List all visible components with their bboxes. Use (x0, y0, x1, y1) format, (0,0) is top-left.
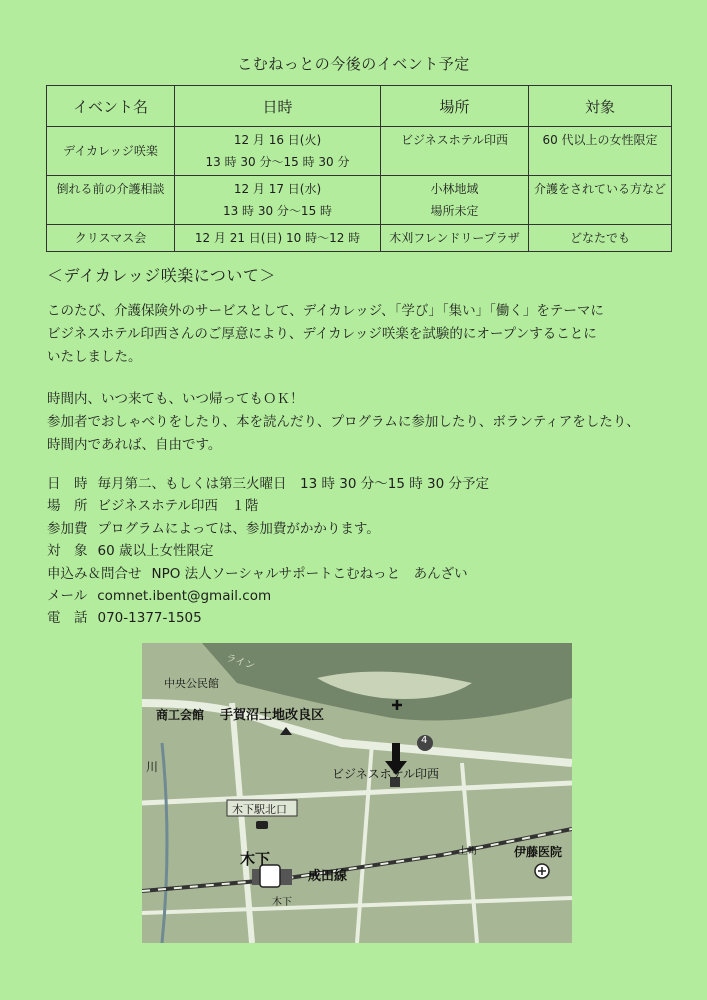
detail-contact (47, 563, 677, 585)
page-title: こむねっとの今後のイベント予定 (237, 55, 470, 73)
map-label-kioroshi-small: 木下 (272, 897, 292, 908)
date-text: 12 月 17 日(水) (233, 182, 322, 196)
detail-target (47, 540, 677, 562)
map-label-kioroshi-north: 木下駅北口 (232, 803, 287, 816)
email-address[interactable]: comnet.ibent@gmail.com (97, 588, 272, 605)
detail-label: 日 時 (47, 476, 88, 492)
map-label-river: 川 (146, 760, 159, 774)
section-heading: ＜デイカレッジ咲楽について＞ (47, 266, 276, 285)
event-schedule-table (46, 85, 672, 252)
header-datetime: 日時 (175, 86, 381, 127)
detail-label: メール (47, 588, 88, 605)
detail-value: 60 歳以上女性限定 (97, 543, 214, 560)
target-text: 60 代以上の女性限定 (542, 133, 658, 147)
detail-value: プログラムによっては、参加費がかかります。 (97, 520, 380, 537)
detail-label: 参加費 (47, 520, 88, 537)
map-label-route: 4 (421, 735, 428, 746)
intro-paragraph (47, 300, 677, 369)
target-cell: どなたでも (529, 225, 672, 252)
detail-value: NPO 法人ソーシャルサポートこむねっと あんざい (151, 565, 468, 582)
event-details (47, 473, 677, 630)
event-name-cell: クリスマス会 (47, 225, 175, 252)
map-label-hotel: ビジネスホテル印西 (332, 767, 440, 781)
map-label-narita-line: 成田線 (308, 869, 348, 884)
detail-label: 対 象 (47, 543, 88, 560)
date-text: 12 月 16 日(火) (233, 133, 322, 147)
detail-email (47, 585, 677, 607)
detail-fee (47, 518, 677, 540)
bus-icon (256, 821, 268, 829)
place-text: 小林地域 (430, 182, 479, 196)
datetime-cell (175, 127, 381, 176)
time-text: 13 時 30 分～15 時 (222, 204, 333, 218)
map-label-tegano: 手賀沼土地改良区 (220, 708, 325, 723)
intro-line: このたび、介護保険外のサービスとして、デイカレッジ、「学び」「集い」「働く」をテーマに (47, 303, 604, 319)
header-event-name: イベント名 (47, 86, 175, 127)
detail-label: 申込み＆問合せ (47, 565, 142, 582)
map-label-kominkan: 中央公民館 (164, 677, 219, 690)
table-header-row (47, 86, 672, 127)
detail-value: ビジネスホテル印西 １階 (97, 498, 259, 515)
map-label-kioroshi: 木下 (240, 850, 271, 868)
free-line: 参加者でおしゃべりをしたり、本を読んだり、プログラムに参加したり、ボランティアをしたり、 (47, 414, 640, 430)
header-target: 対象 (529, 86, 672, 127)
detail-label: 電 話 (47, 610, 88, 627)
map-label-ito-clinic: 伊藤医院 (514, 845, 563, 859)
event-name-cell: デイカレッジ咲楽 (47, 127, 175, 176)
intro-line: いたしました。 (47, 349, 142, 365)
place-text: ビジネスホテル印西 (400, 133, 509, 147)
detail-phone (47, 607, 677, 629)
detail-datetime (47, 473, 677, 495)
phone-number[interactable]: 070-1377-1505 (97, 610, 202, 627)
datetime-cell (175, 176, 381, 225)
time-text: 13 時 30 分～15 時 30 分 (205, 155, 350, 169)
table-row (47, 176, 672, 225)
header-place: 場所 (381, 86, 529, 127)
place-cell (381, 127, 529, 176)
table-row (47, 127, 672, 176)
target-text: 介護をされている方など (533, 182, 666, 196)
table-row (47, 225, 672, 252)
detail-place (47, 495, 677, 517)
detail-value: 毎月第二、もしくは第三火曜日 13 時 30 分～15 時 30 分予定 (97, 476, 489, 492)
map-label-road: ライン (224, 652, 257, 673)
detail-label: 場 所 (47, 498, 88, 515)
access-map (142, 643, 572, 943)
place-text: 場所未定 (430, 204, 479, 218)
place-cell: 木刈フレンドリープラザ (381, 225, 529, 252)
free-line: 時間内、いつ来ても、いつ帰ってもＯＫ！ (47, 391, 304, 407)
map-label-kamimachi: 上町 (458, 846, 478, 857)
event-name-cell (47, 176, 175, 225)
event-name-text: 倒れる前の介護相談 (56, 182, 165, 196)
place-cell (381, 176, 529, 225)
map-label-shokokaikan: 商工会館 (156, 708, 205, 722)
free-line: 時間内であれば、自由です。 (47, 437, 222, 453)
free-paragraph (47, 388, 677, 457)
datetime-cell: 12 月 21 日(日) 10 時～12 時 (175, 225, 381, 252)
target-cell (529, 176, 672, 225)
target-cell (529, 127, 672, 176)
intro-line: ビジネスホテル印西さんのご厚意により、デイカレッジ咲楽を試験的にオープンすることに (47, 326, 597, 342)
